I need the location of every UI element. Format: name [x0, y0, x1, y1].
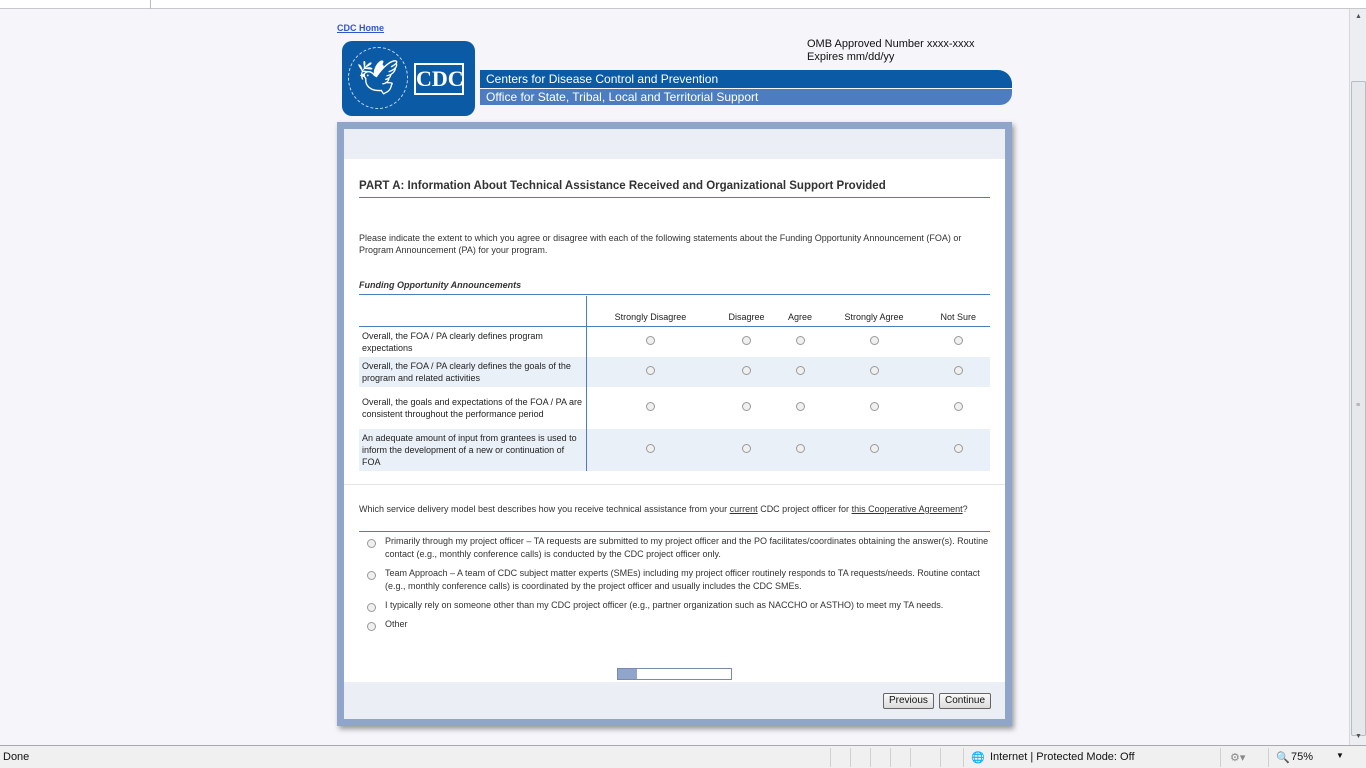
question-service-model: Which service delivery model best describes how you receive technical assistance from your current CDC project officer for this Cooperative Agreement? [359, 504, 968, 514]
scroll-thumb[interactable]: ≡ [1351, 81, 1366, 736]
radio-strongly-agree[interactable] [870, 336, 879, 345]
scroll-up-icon[interactable]: ▲ [1355, 13, 1362, 20]
likert-cell [927, 326, 990, 357]
likert-cell [779, 429, 822, 471]
option-label: Primarily through my project officer – TA requests are submitted to my project officer and the PO facilitates/coordinates obtaining the answer(s). Routine contact (e.g., monthly conference calls) is conducted by the CDC project officer only. [385, 536, 989, 559]
radio-disagree[interactable] [742, 366, 751, 375]
omb-number: OMB Approved Number xxxx-xxxx [807, 38, 975, 50]
service-model-option[interactable] [359, 599, 989, 612]
radio-disagree[interactable] [742, 444, 751, 453]
option-radio[interactable] [367, 603, 376, 612]
hhs-eagle-icon: 🕊 [348, 47, 408, 109]
title-rule [359, 197, 990, 198]
likert-cell [586, 357, 714, 387]
service-model-option[interactable] [359, 535, 989, 561]
likert-cell [714, 387, 778, 429]
likert-cell [821, 357, 926, 387]
panel-footer [344, 682, 1005, 719]
banner-subtitle: Office for State, Tribal, Local and Territorial Support [480, 89, 1012, 105]
likert-cell [927, 357, 990, 387]
radio-disagree[interactable] [742, 402, 751, 411]
radio-not-sure[interactable] [954, 444, 963, 453]
likert-cell [821, 326, 926, 357]
panel-header [344, 129, 1005, 159]
divider [344, 484, 1005, 485]
likert-cell [586, 387, 714, 429]
radio-not-sure[interactable] [954, 366, 963, 375]
radio-agree[interactable] [796, 402, 805, 411]
progress-fill [618, 669, 637, 679]
likert-cell [821, 429, 926, 471]
security-zone: Internet | Protected Mode: Off [990, 751, 1135, 763]
cdc-home-link[interactable]: CDC Home [337, 23, 385, 33]
radio-strongly-disagree[interactable] [646, 336, 655, 345]
statement-text: Overall, the FOA / PA clearly defines program expectations [359, 326, 586, 357]
globe-icon: 🌐 [971, 752, 985, 764]
banner-title: Centers for Disease Control and Prevention [480, 70, 1012, 88]
radio-agree[interactable] [796, 366, 805, 375]
option-label: I typically rely on someone other than my CDC project officer (e.g., partner organization such as NACCHO or ASTHO) to meet my TA needs. [385, 600, 944, 610]
col-agree: Agree [779, 296, 822, 326]
radio-strongly-disagree[interactable] [646, 402, 655, 411]
omb-expires: Expires mm/dd/yy [807, 51, 895, 63]
likert-cell [779, 387, 822, 429]
radio-not-sure[interactable] [954, 336, 963, 345]
continue-button[interactable]: Continue [939, 693, 991, 709]
scroll-down-icon[interactable]: ▼ [1355, 733, 1362, 740]
likert-cell [714, 326, 778, 357]
question-column-header [359, 296, 586, 326]
col-disagree: Disagree [714, 296, 778, 326]
col-strongly-agree: Strongly Agree [821, 296, 926, 326]
radio-not-sure[interactable] [954, 402, 963, 411]
likert-cell [714, 357, 778, 387]
cdc-logo-text: CDC [414, 63, 464, 95]
likert-table [359, 296, 990, 471]
likert-row [359, 357, 990, 387]
col-strongly-disagree: Strongly Disagree [586, 296, 714, 326]
question-rule [359, 531, 990, 532]
service-model-option[interactable] [359, 567, 989, 593]
likert-row [359, 326, 990, 357]
radio-disagree[interactable] [742, 336, 751, 345]
privacy-icon[interactable]: ⚙▾ [1230, 752, 1246, 764]
radio-strongly-disagree[interactable] [646, 366, 655, 375]
previous-button[interactable]: Previous [883, 693, 934, 709]
likert-cell [821, 387, 926, 429]
likert-cell [586, 326, 714, 357]
likert-cell [927, 429, 990, 471]
browser-toolbar [0, 0, 1366, 9]
likert-cell [586, 429, 714, 471]
radio-strongly-agree[interactable] [870, 366, 879, 375]
zoom-dropdown-icon[interactable]: ▼ [1336, 751, 1344, 760]
likert-cell [714, 429, 778, 471]
vertical-scrollbar[interactable] [1349, 9, 1366, 745]
radio-strongly-agree[interactable] [870, 444, 879, 453]
cdc-logo [342, 41, 475, 116]
statement-text: An adequate amount of input from grantees is used to inform the development of a new or continuation of FOA [359, 429, 586, 471]
omb-notice [807, 38, 975, 64]
option-radio[interactable] [367, 539, 376, 548]
survey-panel [344, 129, 1005, 719]
status-bar [0, 745, 1366, 768]
status-text: Done [3, 751, 30, 763]
zoom-icon[interactable]: 🔍 [1276, 752, 1290, 764]
option-label: Team Approach – A team of CDC subject matter experts (SMEs) including my project officer routinely responds to TA requests/needs. Routine contact (e.g., monthly conference calls) is coordinated by the project officer and usually includes the CDC SMEs. [385, 568, 980, 591]
likert-cell [779, 326, 822, 357]
progress-bar [617, 668, 732, 680]
option-label: Other [385, 619, 408, 629]
service-model-option[interactable] [359, 618, 989, 631]
survey-frame [337, 122, 1012, 726]
statement-text: Overall, the FOA / PA clearly defines the goals of the program and related activities [359, 357, 586, 387]
radio-strongly-agree[interactable] [870, 402, 879, 411]
likert-cell [927, 387, 990, 429]
radio-strongly-disagree[interactable] [646, 444, 655, 453]
radio-agree[interactable] [796, 336, 805, 345]
col-not-sure: Not Sure [927, 296, 990, 326]
statement-text: Overall, the goals and expectations of the FOA / PA are consistent throughout the performance period [359, 387, 586, 429]
section-heading: Funding Opportunity Announcements [359, 280, 522, 290]
likert-row [359, 429, 990, 471]
likert-row [359, 387, 990, 429]
section-rule [359, 294, 990, 295]
part-title: PART A: Information About Technical Assistance Received and Organizational Support Provided [359, 180, 886, 192]
zoom-level[interactable]: 75% [1291, 751, 1314, 763]
service-model-options [359, 535, 989, 637]
intro-text: Please indicate the extent to which you agree or disagree with each of the following statements about the Funding Opportunity Announcement (FOA) or Program Announcement (PA) for your program. [359, 233, 962, 255]
option-radio[interactable] [367, 571, 376, 580]
likert-cell [779, 357, 822, 387]
radio-agree[interactable] [796, 444, 805, 453]
option-radio[interactable] [367, 622, 376, 631]
